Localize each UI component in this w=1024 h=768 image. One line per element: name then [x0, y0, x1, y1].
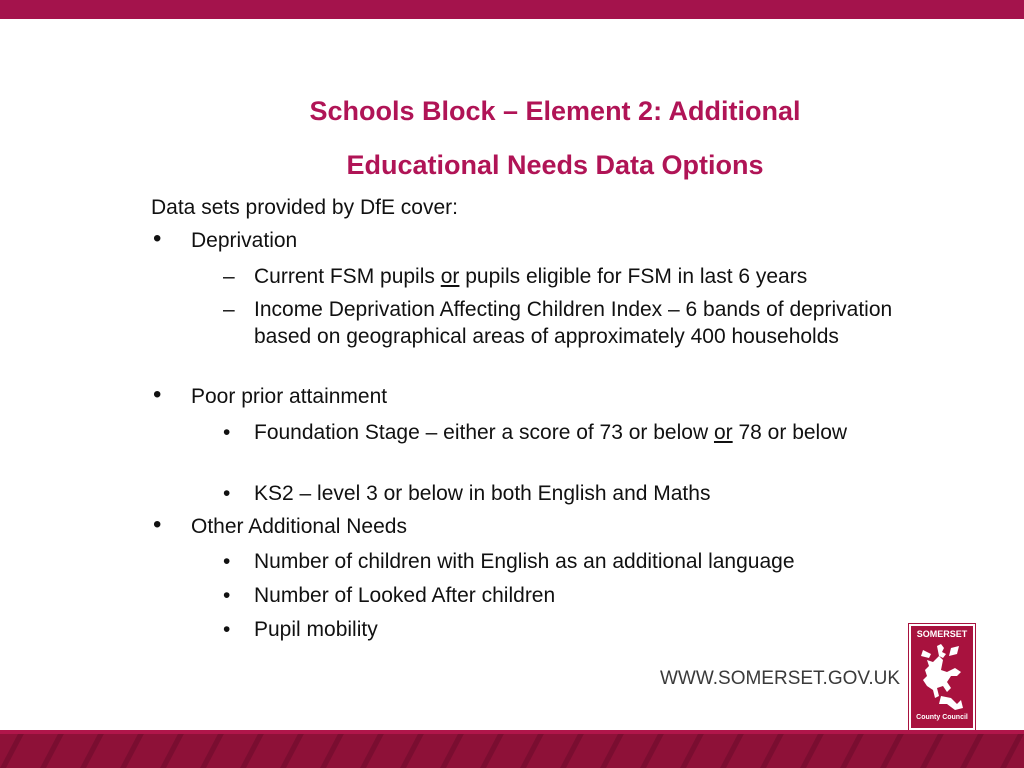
- sub-item-pupil-mobility: [223, 616, 913, 643]
- dash-icon: –: [223, 265, 235, 288]
- sub-item-ks2: [223, 480, 913, 507]
- text-part: pupils eligible for FSM in last 6 years: [459, 265, 808, 288]
- sub-bullet-icon: •: [223, 550, 231, 573]
- sub-item-text: [254, 263, 913, 290]
- sub-item-eal: [223, 548, 913, 575]
- logo-top-text: SOMERSET: [916, 629, 968, 639]
- intro-text: Data sets provided by DfE cover:: [151, 196, 458, 219]
- bullet-icon: •: [153, 225, 162, 252]
- text-part: 78 or below: [732, 421, 848, 444]
- text-part: Foundation Stage – either a score of 73 or below: [254, 421, 714, 444]
- sub-item-text: Pupil mobility: [254, 618, 378, 641]
- website-url: WWW.SOMERSET.GOV.UK: [660, 668, 900, 689]
- slide-title: [180, 84, 930, 192]
- bullet-icon: •: [153, 381, 162, 408]
- dash-icon: –: [223, 298, 235, 321]
- title-line-1: Schools Block – Element 2: Additional: [309, 96, 801, 126]
- text-part: Current FSM pupils: [254, 265, 441, 288]
- sub-bullet-icon: •: [223, 482, 231, 505]
- sub-bullet-icon: •: [223, 421, 231, 444]
- section-heading: Deprivation: [191, 229, 298, 252]
- bottom-band-graphic: [0, 730, 1024, 768]
- sub-item-text: KS2 – level 3 or below in both English and Maths: [254, 482, 711, 505]
- sub-bullet-icon: •: [223, 618, 231, 641]
- section-heading: Poor prior attainment: [191, 385, 388, 408]
- sub-item-idaci: [223, 296, 913, 350]
- somerset-logo: [909, 624, 975, 730]
- underlined-word: or: [440, 265, 460, 288]
- section-heading: Other Additional Needs: [191, 515, 407, 538]
- sub-item-text: Income Deprivation Affecting Children Index – 6 bands of deprivation based on geographical areas of approximately 400 households: [254, 298, 893, 348]
- bullet-icon: •: [153, 511, 162, 538]
- sub-item-looked-after: [223, 582, 913, 609]
- sub-item-fsm: [223, 263, 913, 290]
- wyvern-icon: [917, 642, 967, 712]
- title-line-2: Educational Needs Data Options: [346, 150, 764, 180]
- underlined-word: or: [713, 421, 733, 444]
- top-color-band: [0, 0, 1024, 19]
- logo-bottom-text: County Council: [916, 714, 968, 721]
- sub-item-text: Number of Looked After children: [254, 584, 556, 607]
- sub-item-text: [254, 419, 914, 446]
- sub-item-foundation-stage: [223, 419, 913, 446]
- sub-bullet-icon: •: [223, 584, 231, 607]
- sub-item-text: Number of children with English as an additional language: [254, 550, 795, 573]
- bottom-color-band: [0, 730, 1024, 768]
